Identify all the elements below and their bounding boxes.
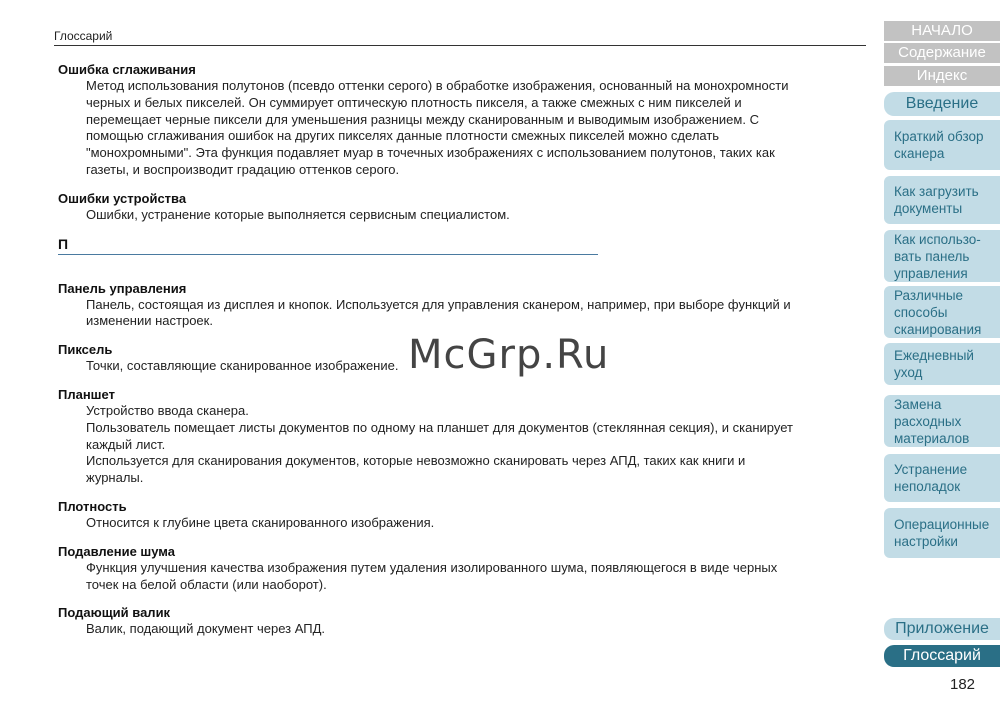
- nav-intro-button[interactable]: Введение: [884, 92, 1000, 116]
- nav-section-label: [894, 461, 967, 495]
- glossary-definition-line: Функция улучшения качества изображения путем удаления изолированного шума, появляющегося в виде черных: [86, 559, 778, 575]
- nav-section-button[interactable]: [884, 343, 1000, 385]
- nav-section-label-line: Как загрузить: [894, 184, 979, 199]
- page-header-title: Глоссарий: [54, 29, 113, 43]
- nav-section-label: [894, 128, 984, 162]
- glossary-entry: [58, 387, 858, 487]
- entries-top: [58, 62, 858, 224]
- nav-section-label-line: материалов: [894, 430, 970, 446]
- nav-section-button[interactable]: [884, 286, 1000, 338]
- nav-section-label: [894, 516, 989, 550]
- nav-section-label: [894, 231, 981, 282]
- section-divider: [58, 254, 598, 255]
- glossary-entry: [58, 62, 858, 179]
- nav-section-label-line: Операционные: [894, 517, 990, 532]
- nav-section-label-line: Замена: [894, 396, 942, 412]
- nav-section-label-line: способы: [894, 304, 948, 320]
- nav-section-label: [894, 183, 979, 217]
- glossary-entry: [58, 605, 858, 638]
- nav-section-label-line: вать панель: [894, 248, 970, 264]
- glossary-definition-line: Пользователь помещает листы документов по одному на планшет для документов (стеклянная секция), и сканирует: [86, 419, 793, 435]
- nav-index-button[interactable]: Индекс: [884, 66, 1000, 86]
- glossary-definition-line: Точки, составляющие сканированное изображение.: [86, 358, 399, 374]
- glossary-term: Подающий валик: [58, 605, 171, 621]
- glossary-term: Пиксель: [58, 342, 113, 358]
- nav-section-button[interactable]: [884, 395, 1000, 447]
- nav-section-button[interactable]: [884, 508, 1000, 558]
- watermark: McGrp.Ru: [408, 332, 610, 378]
- nav-section-label: [894, 287, 981, 338]
- glossary-definition-line: помощью сглаживания ошибок на других пикселях данные плотности смежных пикселей можно сделать: [86, 128, 720, 144]
- nav-section-button[interactable]: [884, 176, 1000, 224]
- section-letter: П: [58, 235, 69, 252]
- glossary-term: Плотность: [58, 498, 127, 514]
- glossary-definition-line: каждый лист.: [86, 436, 166, 452]
- glossary-entry: [58, 544, 858, 594]
- nav-section-label-line: настройки: [894, 534, 958, 549]
- glossary-definition-line: "монохромными". Эта функция подавляет муар в точечных изображениях с использованием полутонов, таких как: [86, 145, 775, 161]
- glossary-term: Ошибка сглаживания: [58, 62, 196, 77]
- nav-section-label-line: Различные: [894, 287, 964, 303]
- nav-section-button[interactable]: [884, 120, 1000, 170]
- nav-glossary-button[interactable]: Глоссарий: [884, 645, 1000, 667]
- glossary-entry: [58, 191, 858, 224]
- nav-section-label-line: Ежедневный: [894, 348, 974, 363]
- header-divider: [54, 45, 866, 46]
- nav-section-label-line: документы: [894, 201, 963, 216]
- nav-section-label: [894, 347, 974, 381]
- glossary-definition-line: журналы.: [86, 470, 144, 486]
- glossary-term: Панель управления: [58, 280, 187, 296]
- glossary-definition-line: черных и белых пикселей. Он суммирует оптическую плотность пикселя, а также смежных с ним пикселей и: [86, 94, 742, 110]
- nav-section-label-line: сканера: [894, 146, 945, 161]
- glossary-entry: [58, 499, 858, 532]
- nav-contents-button[interactable]: Содержание: [884, 43, 1000, 63]
- glossary-definition-line: перемещает черные пиксели для уменьшения разницы между сканированным и выводимым изображением. С: [86, 111, 759, 127]
- glossary-entry: [58, 281, 858, 331]
- nav-section-label-line: управления: [894, 265, 968, 281]
- glossary-definition-line: точек на белой области (или наоборот).: [86, 576, 327, 592]
- nav-start-button[interactable]: НАЧАЛО: [884, 21, 1000, 41]
- glossary-term: Ошибки устройства: [58, 190, 187, 206]
- nav-appendix-button[interactable]: Приложение: [884, 618, 1000, 640]
- nav-section-label-line: уход: [894, 365, 923, 380]
- glossary-definition-line: Устройство ввода сканера.: [86, 402, 249, 418]
- nav-section-button[interactable]: [884, 454, 1000, 502]
- nav-section-label-line: расходных: [894, 413, 962, 429]
- glossary-definition-line: Валик, подающий документ через АПД.: [86, 621, 325, 637]
- glossary-definition-line: Используется для сканирования документов, которые невозможно сканировать через АПД, таких как книги и: [86, 453, 746, 469]
- glossary-definition-line: Относится к глубине цвета сканированного изображения.: [86, 514, 435, 530]
- nav-section-label-line: неполадок: [894, 479, 961, 494]
- nav-section-label-line: Как использо-: [894, 231, 981, 247]
- nav-section-label-line: сканирования: [894, 321, 982, 337]
- glossary-definition-line: Панель, состоящая из дисплея и кнопок. Используется для управления сканером, например, при выборе функций и: [86, 296, 791, 312]
- glossary-term: Подавление шума: [58, 543, 175, 559]
- nav-section-label: [894, 396, 969, 447]
- glossary-definition-line: газеты, и воспроизводит градацию оттенков серого.: [86, 161, 400, 177]
- nav-section-label-line: Устранение: [894, 462, 968, 477]
- nav-section-label-line: Краткий обзор: [894, 129, 984, 144]
- glossary-definition-line: Ошибки, устранение которые выполняется сервисным специалистом.: [86, 206, 510, 222]
- page-number: 182: [950, 676, 976, 693]
- nav-section-button[interactable]: [884, 230, 1000, 282]
- glossary-definition-line: изменении настроек.: [86, 313, 213, 329]
- glossary-term: Планшет: [58, 386, 115, 402]
- glossary-definition-line: Метод использования полутонов (псевдо оттенки серого) в обработке изображения, основанный на монохромности: [86, 78, 789, 93]
